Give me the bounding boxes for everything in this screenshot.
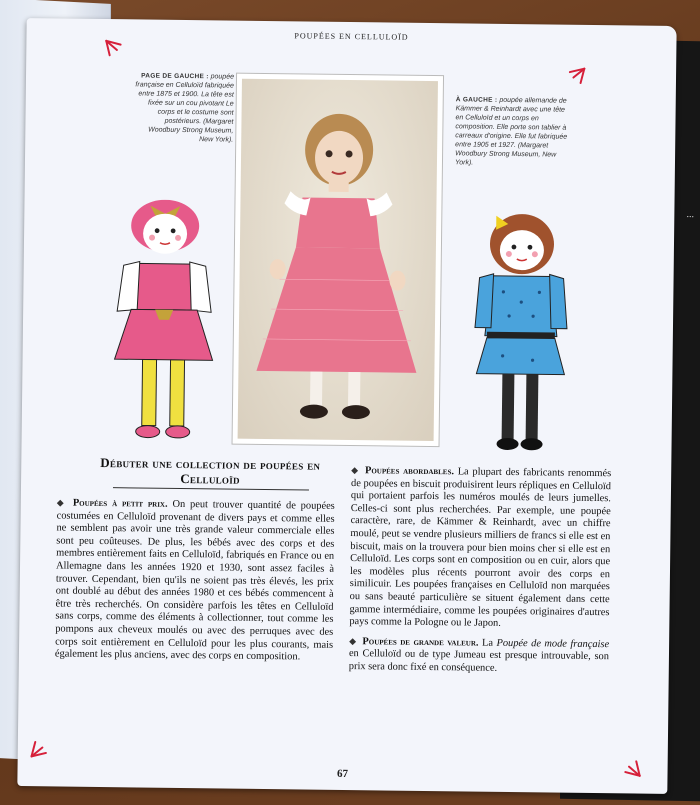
running-head: POUPÉES EN CELLULOÏD: [294, 31, 409, 42]
diamond-bullet-icon: ◆: [56, 497, 67, 508]
pink-paper-doll-illustration: [107, 199, 220, 450]
text-column-right: [349, 464, 612, 683]
paragraph-petit-prix: [55, 496, 335, 664]
diamond-bullet-icon: ◆: [349, 635, 358, 646]
caption-left-head: PAGE DE GAUCHE :: [141, 72, 209, 81]
text-abordables: La plupart des fabricants renommés de poupées en biscuit produisirent leurs répliques en Celluloïd qui portaient parfois les numéros moulés de leurs jumelles. Celles-ci sont plus recherchées. Par exemple, une poupée caractère, rare, de Kämmer & Reinhardt, avec un chiffre moulé, peut se vendre plusieurs milliers de francs si elle est en biscuit, mais on la trouvera pour bien moins cher si elle est en Celluloïd. Les corps sont en composition ou en cuir, alors que les modèles plus récents pourront avoir des corps en similicuir. Les poupées françaises en Celluloïd non marquées ou sans beauté particulière se situent également dans cette gamme intermédiaire, comme les poupées originaires d'autres pays comme la Pologne ou le Japon.: [349, 466, 612, 630]
lead-petit-prix: Poupées à petit prix.: [72, 497, 168, 510]
corner-ornament-icon: [104, 39, 122, 57]
page-number: 67: [336, 767, 349, 781]
diamond-bullet-icon: ◆: [351, 465, 360, 476]
caption-left: [133, 71, 234, 144]
blue-paper-doll-illustration: [471, 212, 570, 463]
heading-rule: [113, 487, 309, 490]
text-column-left: [55, 496, 335, 670]
text-petit-prix: On peut trouver quantité de poupées costumées en Celluloïd provenant de divers pays et comme elles ne semblent pas avoir une très grande valeur commerciale elles sont peu coûteuses. De plus, les bébés avec des corps et des membres entièrement faits en Celluloïd, fabriqués en France ou en Allemagne dans les années 1920 et 1930, sont assez faciles à trouver. Cependant, bien qu'ils ne soient pas très élevés, les prix ont doublé au début des années 1980 et ces bébés commencent à être très recherchés. On considère parfois les têtes en Celluloïd sans corps, comme des éléments à collectionner, tout comme les pompons aux cheveux moulés ou avec des perruques avec des corps soit entièrement en Celluloïd pour les plus courants, mais également les plus anciens, avec des corps en composition.: [54, 498, 335, 663]
caption-left-text: poupée française en Celluloïd fabriquée entre 1875 et 1900. La tête est fixée sur un cou pivotant Le corps et le costume sont postérieurs. (Margaret Woodbury Strong Museum, New York).: [135, 73, 235, 144]
text-grande-valeur-before: La: [481, 637, 494, 649]
caption-right-text: poupée allemande de Kämmer & Reinhardt avec une tête en Celluloïd et un corps en composition. Elle porte son tablier à carreaux d'origine. Elle fut fabriquée entre 1905 et 1927. (Margaret Woodbury Strong Museum, New York).: [454, 96, 568, 167]
paragraph-grande-valeur: [349, 635, 609, 677]
text-grande-valeur-after: en Celluloïd ou de type Jumeau est presque introuvable, son prix sera donc fixé en conséquence.: [348, 648, 610, 674]
lead-grande-valeur: Poupées de grande valeur.: [362, 635, 479, 649]
doll-photo: [232, 73, 445, 448]
caption-right-head: À GAUCHE :: [455, 96, 498, 104]
paragraph-abordables: [349, 464, 611, 632]
corner-ornament-icon: [30, 740, 48, 758]
caption-right: [455, 95, 574, 168]
book-page: [17, 18, 676, 794]
underlying-page-edge: ...: [560, 39, 700, 801]
text-grande-valeur-italic: Poupée de mode française: [496, 637, 610, 650]
section-heading: Débuter une collection de poupées en Celluloïd: [100, 454, 321, 487]
lead-abordables: Poupées abordables.: [364, 465, 455, 478]
corner-ornament-icon: [568, 67, 586, 85]
celluloid-doll-image: [238, 79, 438, 441]
